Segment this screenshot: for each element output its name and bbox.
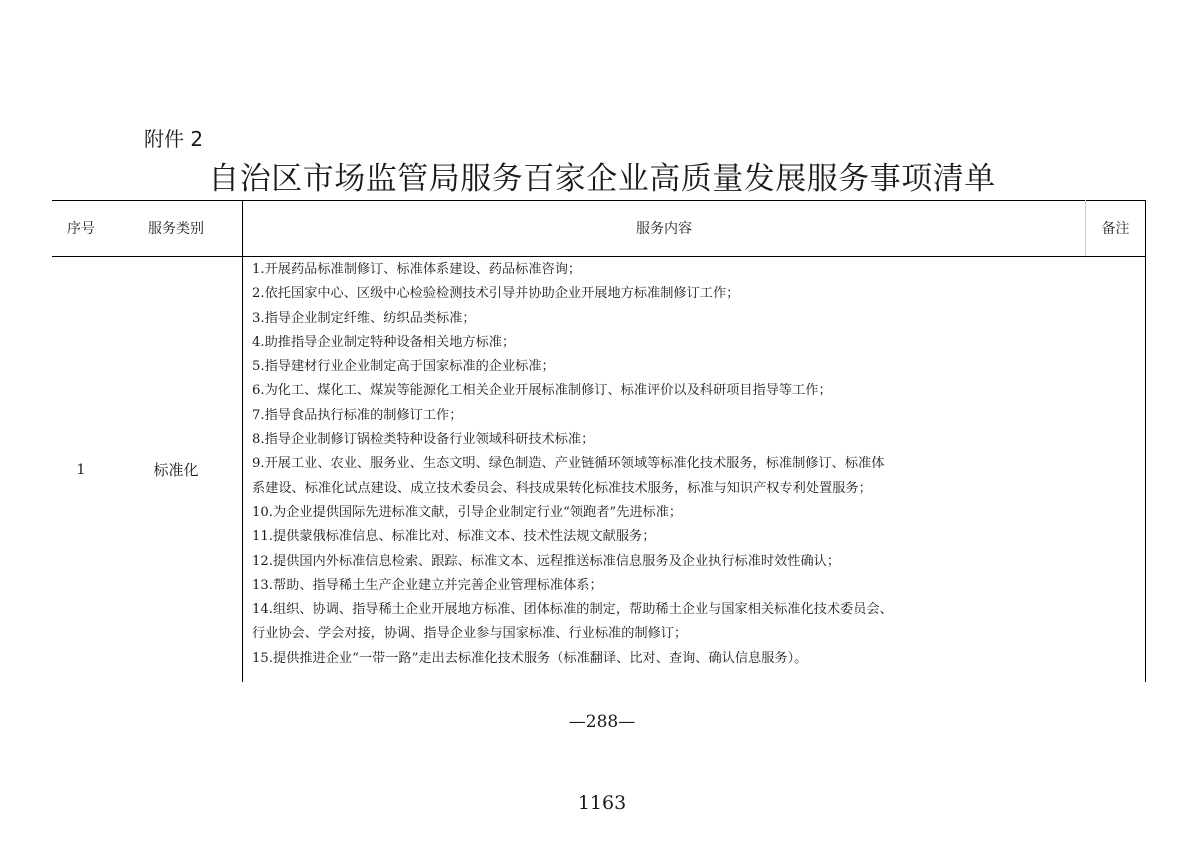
header-category: 服务类别	[148, 221, 204, 237]
list-item: 11.提供蒙俄标准信息、标准比对、标准文本、技术性法规文献服务；	[252, 529, 656, 545]
page-label: —288—	[568, 712, 636, 732]
row-index: 1	[76, 461, 86, 478]
list-item: 13.帮助、指导稀土生产企业建立并完善企业管理标准体系；	[252, 577, 603, 593]
list-item: 7.指导食品执行标准的制修订工作；	[252, 407, 463, 423]
list-item: 4.助推指导企业制定特种设备相关地方标准；	[252, 334, 516, 350]
attachment-label: 附件 2	[144, 127, 204, 151]
header-index: 序号	[67, 221, 95, 237]
list-item: 6.为化工、煤化工、煤炭等能源化工相关企业开展标准制修订、标准评价以及科研项目指导等工作；	[252, 383, 832, 399]
list-item: 3.指导企业制定纤维、纺织品类标准；	[252, 310, 476, 326]
page-title: 自治区市场监管局服务百家企业高质量发展服务事项清单	[208, 161, 996, 197]
list-item: 系建设、标准化试点建设、成立技术委员会、科技成果转化标准技术服务，标准与知识产权专利处置服务；	[252, 480, 872, 496]
list-item: 15.提供推进企业“一带一路”走出去标准化技术服务（标准翻译、比对、查询、确认信息服务）。	[252, 650, 808, 666]
service-content-list	[252, 258, 1088, 671]
list-item: 5.指导建材行业企业制定高于国家标准的企业标准；	[252, 359, 555, 375]
list-item: 12.提供国内外标准信息检索、跟踪、标准文本、远程推送标准信息服务及企业执行标准时效性确认；	[252, 553, 841, 569]
service-table	[52, 200, 1146, 682]
header-content: 服务内容	[636, 221, 692, 237]
list-item: 1.开展药品标准制修订、标准体系建设、药品标准咨询；	[252, 262, 582, 277]
row-category: 标准化	[153, 461, 199, 479]
header-remarks: 备注	[1101, 221, 1130, 237]
sheet-number: 1163	[577, 792, 627, 814]
list-item: 14.组织、协调、指导稀土企业开展地方标准、团体标准的制定，帮助稀土企业与国家相关标准化技术委员会、	[252, 602, 893, 618]
table-divider-category-content	[242, 200, 243, 682]
list-item: 2.依托国家中心、区级中心检验检测技术引导并协助企业开展地方标准制修订工作；	[252, 286, 740, 302]
list-item: 10.为企业提供国际先进标准文献，引导企业制定行业“领跑者”先进标准；	[252, 504, 683, 520]
list-item: 行业协会、学会对接，协调、指导企业参与国家标准、行业标准的制修订；	[252, 626, 688, 642]
list-item: 9.开展工业、农业、服务业、生态文明、绿色制造、产业链循环领域等标准化技术服务，标准制修订、标准体	[252, 456, 885, 472]
table-right-border	[1145, 200, 1146, 682]
list-item: 8.指导企业制修订锅检类特种设备行业领域科研技术标准；	[252, 432, 595, 448]
